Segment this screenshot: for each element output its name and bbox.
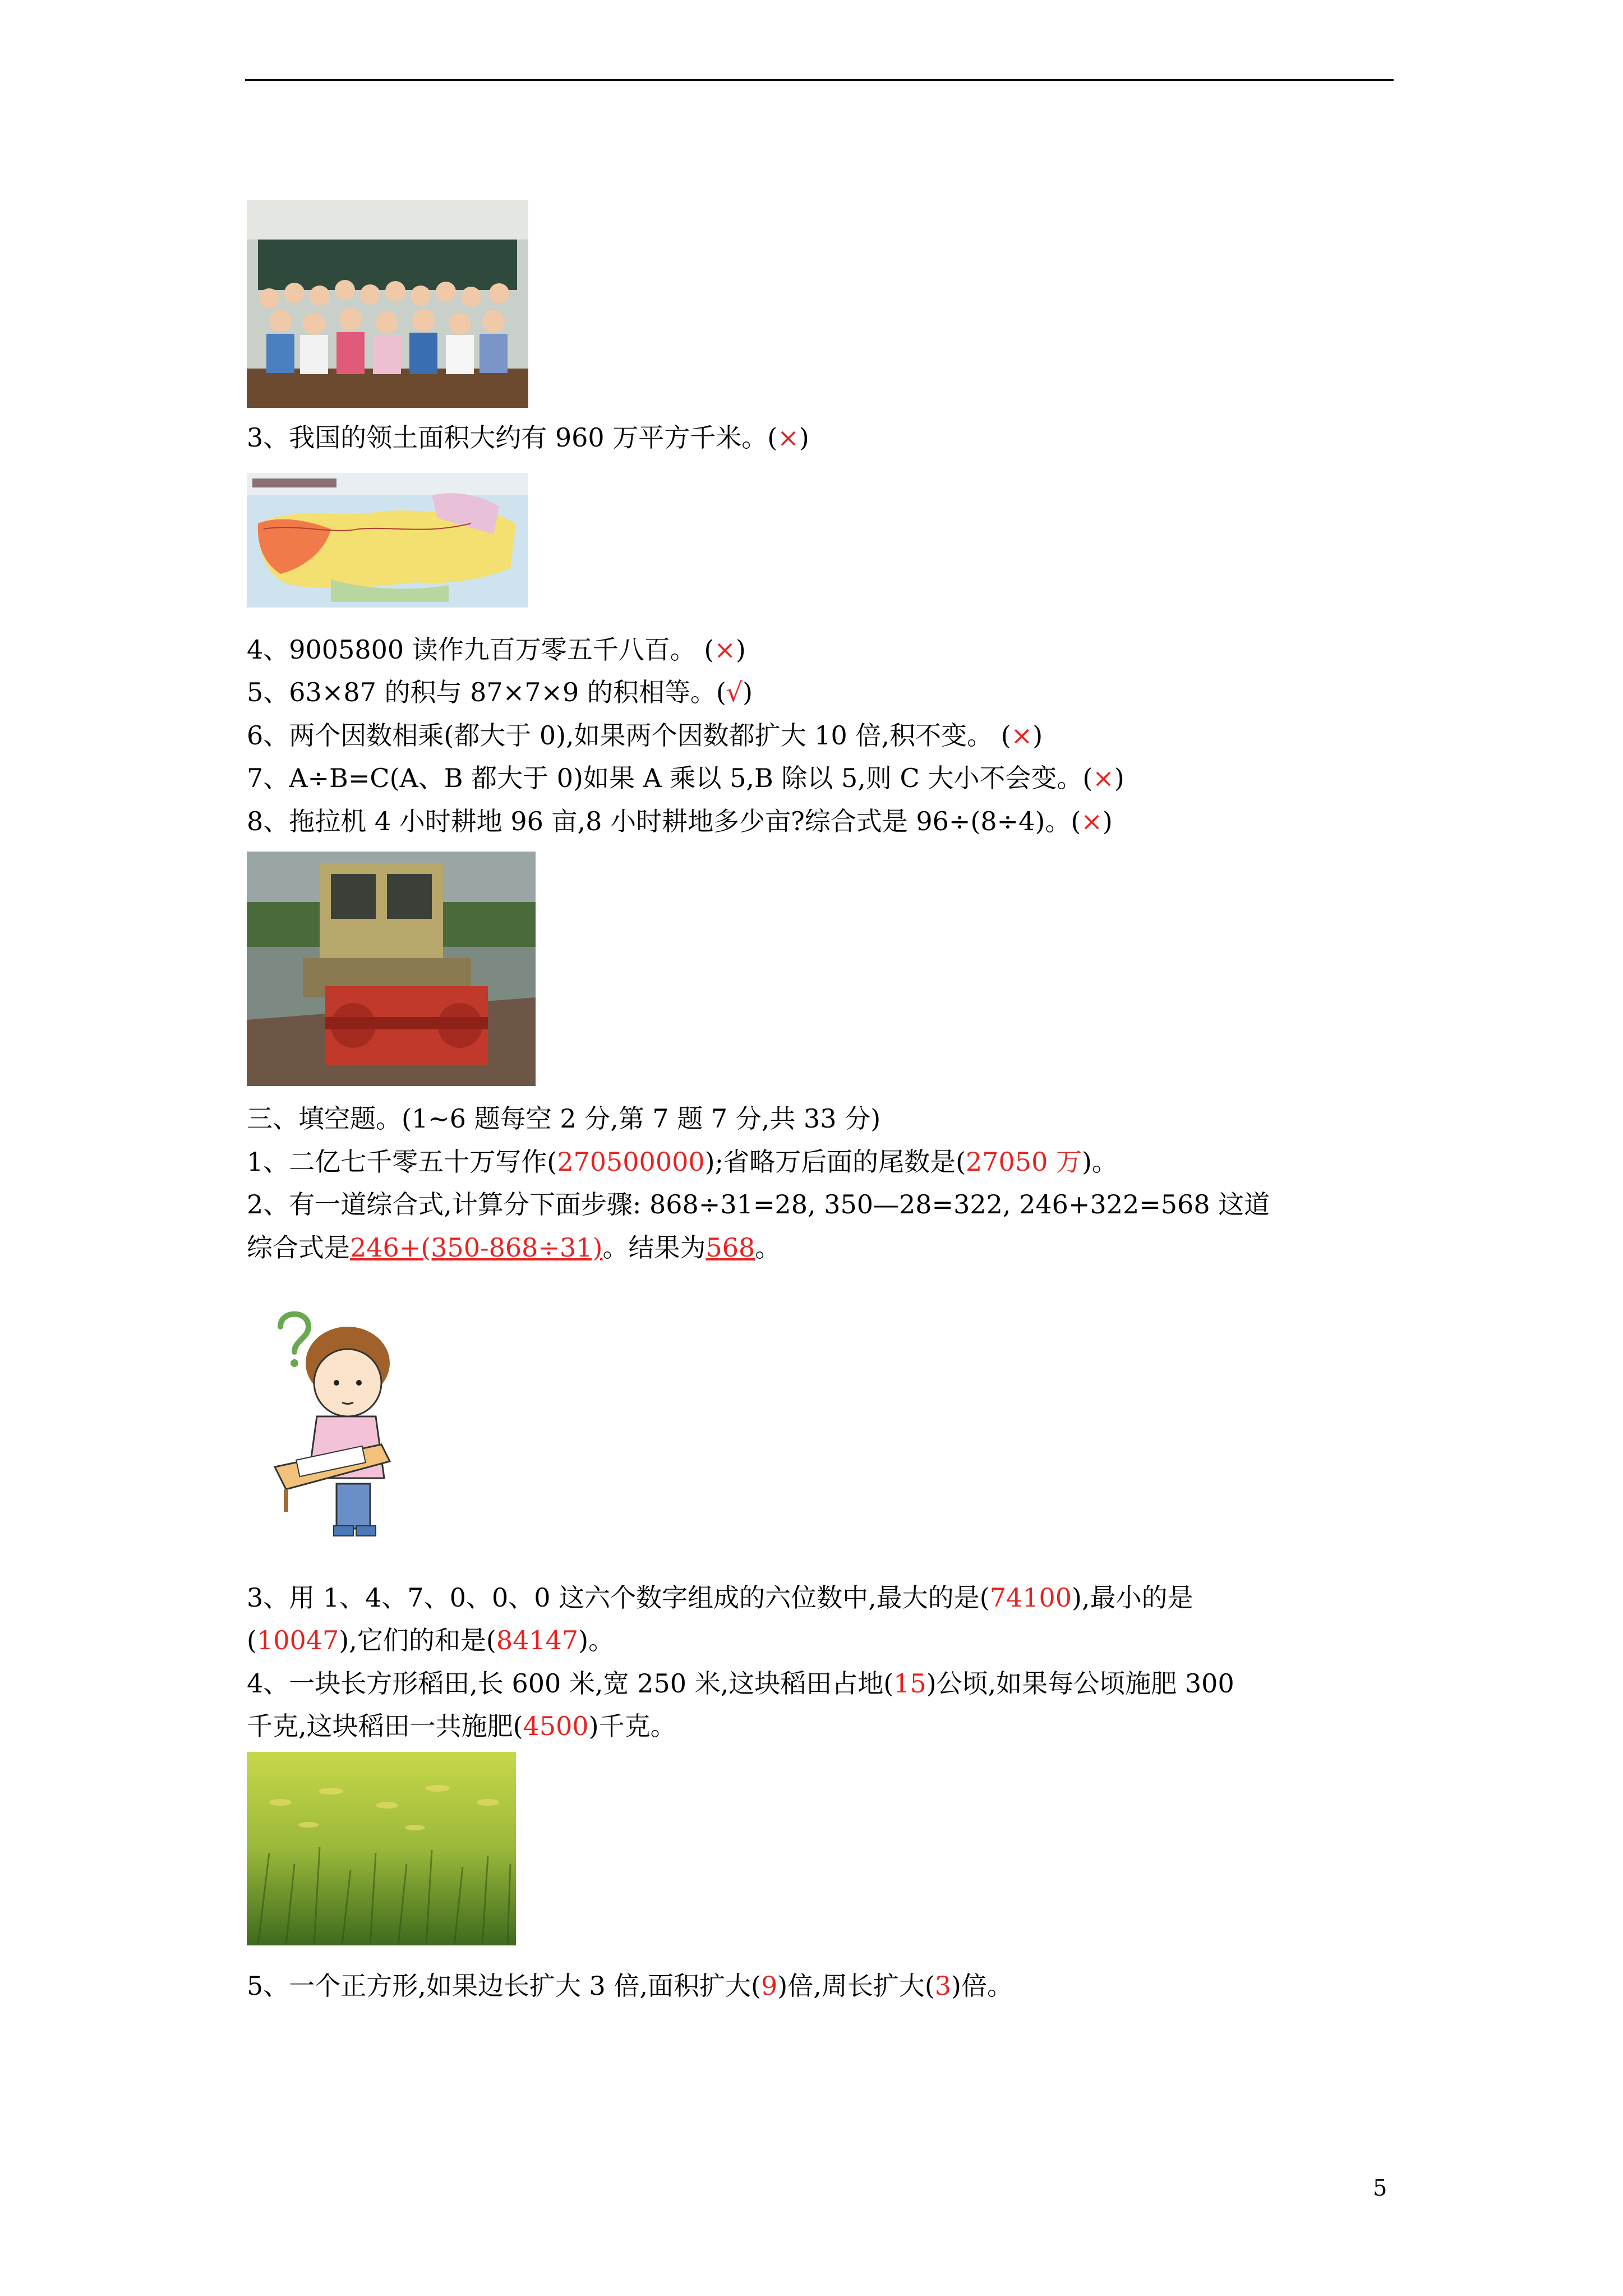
answer-mark: × (777, 422, 799, 453)
fill-question-3-line2: (10047),它们的和是(84147)。 (247, 1625, 615, 1655)
page-number: 5 (1373, 2175, 1387, 2201)
map-image (247, 473, 528, 608)
question-4: 4、9005800 读作九百万零五千八百。 (×) (247, 634, 746, 665)
fill-question-2-line1: 2、有一道综合式,计算分下面步骤: 868÷31=28, 350—28=322, 246+322=568 这道 (247, 1189, 1270, 1220)
underlined-answer: 568 (706, 1232, 755, 1263)
underlined-answer: 246+(350-868÷31) (350, 1232, 603, 1263)
answer-mark: × (1092, 763, 1114, 793)
question-7: 7、A÷B=C(A、B 都大于 0)如果 A 乘以 5,B 除以 5,则 C 大小不会变。(×) (247, 763, 1124, 793)
fill-question-5: 5、一个正方形,如果边长扩大 3 倍,面积扩大(9)倍,周长扩大(3)倍。 (247, 1971, 1013, 2001)
answer-mark: √ (726, 677, 743, 707)
fill-question-2-line2: 综合式是246+(350-868÷31)。结果为568。 (247, 1232, 781, 1263)
rice-field-photo (247, 1752, 516, 1945)
fill-question-4-line1: 4、一块长方形稻田,长 600 米,宽 250 米,这块稻田占地(15)公顷,如果每公顷施肥 300 (247, 1668, 1234, 1699)
fill-question-3-line1: 3、用 1、4、7、0、0、0 这六个数字组成的六位数中,最大的是(74100),最小的是 (247, 1582, 1193, 1613)
fill-question-1: 1、二亿七千零五十万写作(270500000);省略万后面的尾数是(27050 万)。 (247, 1147, 1118, 1177)
answer-mark: × (714, 634, 736, 665)
section-3-title: 三、填空题。(1~6 题每空 2 分,第 7 题 7 分,共 33 分) (247, 1103, 881, 1134)
tractor-photo (247, 852, 536, 1086)
classroom-photo (247, 200, 528, 408)
question-8: 8、拖拉机 4 小时耕地 96 亩,8 小时耕地多少亩?综合式是 96÷(8÷4)。(×) (247, 806, 1113, 836)
answer-mark: × (1011, 720, 1033, 751)
question-5: 5、63×87 的积与 87×7×9 的积相等。(√) (247, 677, 753, 707)
answer-mark: × (1081, 806, 1103, 836)
header-rule (245, 79, 1394, 81)
question-3-tf: 3、我国的领土面积大约有 960 万平方千米。(×) (247, 422, 809, 453)
fill-question-4-line2: 千克,这块稻田一共施肥(4500)千克。 (247, 1711, 676, 1741)
thinking-boy-illustration (264, 1299, 398, 1562)
question-6: 6、两个因数相乘(都大于 0),如果两个因数都扩大 10 倍,积不变。 (×) (247, 720, 1043, 751)
